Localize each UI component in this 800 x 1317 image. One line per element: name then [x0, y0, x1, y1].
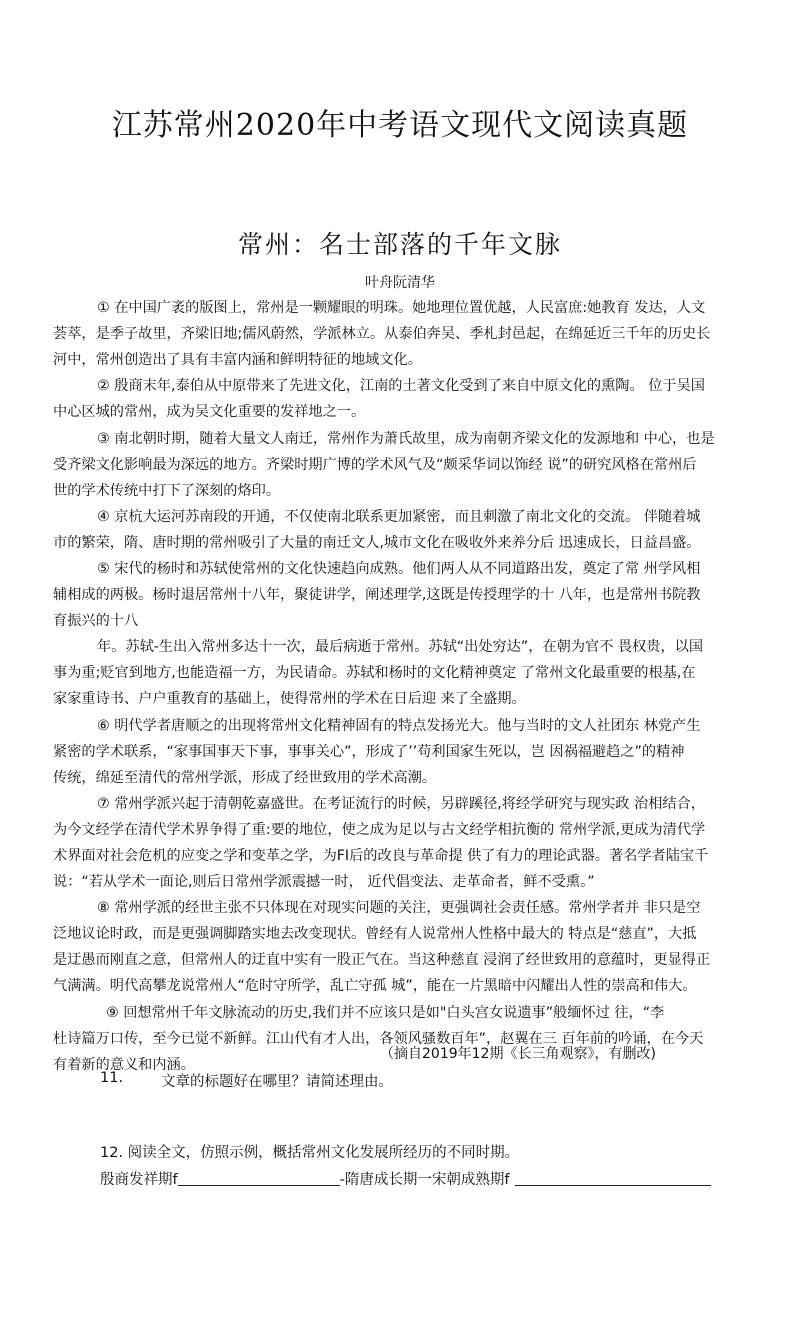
text-line: ④ 京杭大运河苏南段的开通，不仅使南北联系更加紧密，而且刺激了南北文化的交流。 伴随着城 [97, 509, 701, 525]
question-12-text: 12. 阅读全文，仿照示例，概括常州文化发展所经历的不同时期。 [100, 1145, 520, 1161]
text-line: 说：“若从学术一面论,则后日常州学派震撼一时， 近代倡变法、走革命者，鲜不受熏。” [53, 874, 595, 890]
page-title: 江苏常州2020年中考语文现代文阅读真题 [111, 108, 689, 143]
question-12-part2: -隋唐成长期一宋朝成熟期f [339, 1172, 510, 1188]
text-line: 有着新的意义和内涵。 [53, 1057, 195, 1073]
text-line: 年。苏轼-生出入常州多达十一次，最后病逝于常州。苏轼“出处穷达”，在朝为官不 畏权贵，以国 [97, 639, 704, 655]
text-line: 受齐梁文化影响最为深远的地方。齐梁时期广博的学术风气及“颇采华词以饰经 说”的研究风格在常州后 [53, 457, 697, 473]
text-line: 河中，常州创造出了具有丰富内涵和鲜明特征的地域文化。 [53, 352, 422, 368]
question-12-part1: 殷商发祥期f [100, 1172, 178, 1188]
text-line: ③ 南北朝时期，随着大量文人南迁，常州作为萧氏故里，成为南朝齐梁文化的发源地和 中心，也是 [97, 431, 715, 447]
text-line: 世的学术传统中打下了深刻的烙印。 [53, 483, 281, 499]
text-line: 育振兴的十八 [53, 613, 139, 629]
question-12-answer-line [100, 1168, 711, 1189]
article-title: 常州：名士部落的千年文脉 [237, 230, 562, 259]
text-line: ① 在中国广袤的版图上，常州是一颗耀眼的明珠。她地理位置优越，人民富庶:她教育 发达，人文 [97, 300, 706, 316]
text-line: ⑤ 宋代的杨时和苏轼使常州的文化快速趋向成熟。他们两人从不同道路出发，奠定了常 州学风相 [97, 561, 701, 577]
source-citation: （摘自2019年12期《长三角观察》，有删改) [380, 1046, 656, 1062]
text-line: ② 殷商末年,泰伯从中原带来了先进文化，江南的土著文化受到了来自中原文化的熏陶。 位于吴国 [97, 378, 705, 394]
text-line: ⑥ 明代学者唐顺之的出现将常州文化精神固有的特点发扬光大。他与当时的文人社团东 林党产生 [97, 718, 701, 734]
text-line: 辅相成的两极。杨时退居常州十八年，聚徒讲学，阐述理学,这既是传授理学的十 八年，也是常州书院教 [53, 587, 701, 603]
text-line: ⑧ 常州学派的经世主张不只体现在对现实问题的关注，更强调社会责任感。常州学者并 非只是空 [97, 900, 701, 916]
text-line: ⑨ 回想常州千年文脉流动的历史,我们并不应该只是如"白头宫女说遗事”般缅怀过 往，“李 [106, 1005, 665, 1021]
text-line: 市的繁荣，隋、唐时期的常州吸引了大量的南迁文人,城市文化在吸收外来养分后 迅速成长，日益昌盛。 [53, 535, 701, 551]
text-line: 荟萃，是季子故里，齐梁旧地;儒风蔚然，学派林立。从泰伯奔吴、季札封邑起，在绵延近三千年的历史长 [53, 326, 711, 342]
text-line: 事为重;贬官到地方,也能造福一方，为民请命。苏轼和杨时的文化精神奠定 了常州文化最重要的根基,在 [53, 665, 696, 681]
text-line: 杜诗篇万口传，至今已觉不新鲜。江山代有才人出，各领风骚数百年”，赵翼在三 百年前的吟诵，在今天 [53, 1031, 704, 1047]
answer-blank-1[interactable] [178, 1171, 340, 1186]
text-line: 为今文经学在清代学术界争得了重:要的地位，使之成为足以与古文经学相抗衡的 常州学派,更成为清代学 [53, 822, 706, 838]
text-line: 是迂愚而刚直之意，但常州人的迂直中实有一股正气在。当这种慈直 浸润了经世致用的意蕴时，更显得正 [53, 952, 711, 968]
text-line: ⑦ 常州学派兴起于清朝乾嘉盛世。在考证流行的时候，另辟蹊径,将经学研究与现实政 治相结合， [97, 796, 705, 812]
author-line: 叶舟阮清华 [365, 275, 435, 291]
text-line: 传统，绵延至清代的常州学派，形成了经世致用的学术高潮。 [53, 770, 437, 786]
text-line: 家家重诗书、户户重教育的基础上，使得常州的学术在日后迎 来了全盛期。 [53, 691, 526, 707]
question-11-number: 11. [100, 1070, 124, 1086]
answer-blank-2[interactable] [515, 1171, 711, 1186]
text-line: 气满满。明代高攀龙说常州人“危时守所学，乱亡守孤 城”，能在一片黑暗中闪耀出人性的崇高和伟大。 [53, 978, 697, 994]
text-line: 中心区城的常州，成为吴文化重要的发祥地之一。 [53, 404, 366, 420]
text-line: 术界面对社会危机的应变之学和变革之学，为FI后的改良与革命提 供了有力的理论武器。著名学者陆宝千 [53, 848, 709, 864]
question-11-text: 文章的标题好在哪里？请简述理由。 [161, 1074, 393, 1090]
text-line: 泛地议论时政，而是更强调脚踏实地去改变现状。曾经有人说常州人性格中最大的 特点是“慈直”，大抵 [53, 926, 697, 942]
text-line: 紧密的学术联系，“家事国事天下事，事事关心”，形成了’’苟利国家生死以，岂 因祸福避趋之”的精神 [53, 744, 685, 760]
